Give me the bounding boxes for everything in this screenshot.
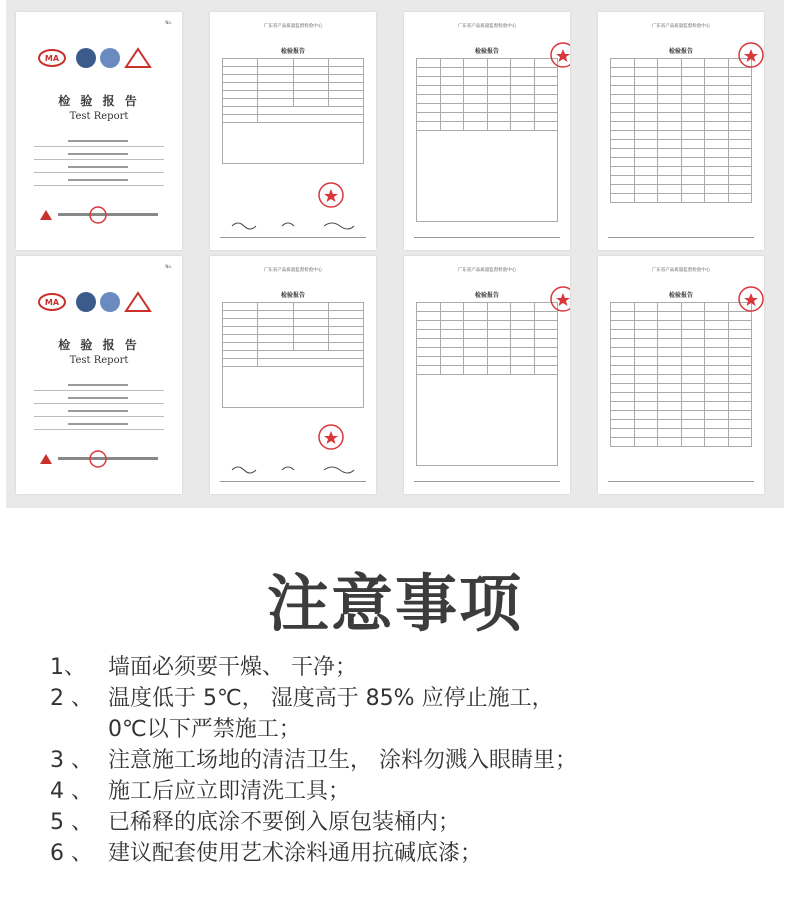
page-footer <box>220 237 366 242</box>
center-name: 广东省产品质量监督检验中心 <box>457 24 517 29</box>
red-stamp <box>550 286 570 312</box>
cover-title-en: Test Report <box>69 355 129 366</box>
info-table <box>222 302 364 408</box>
report-results-page <box>404 256 570 494</box>
cover-title-cn: 检 验 报 告 <box>58 94 140 108</box>
note-item <box>50 807 770 838</box>
info-table <box>222 58 364 164</box>
notes-list <box>50 652 770 869</box>
page-footer <box>608 237 754 242</box>
certification-logos <box>38 46 162 70</box>
doc-title: 检验报告 <box>280 292 305 299</box>
red-stamp <box>738 286 764 312</box>
report-cover-page <box>16 256 182 494</box>
results-table <box>416 58 558 222</box>
note-text: 注意施工场地的清洁卫生， 涂料勿溅入眼睛里； <box>108 748 577 773</box>
report-results-page <box>598 12 764 250</box>
center-name: 广东省产品质量监督检验中心 <box>651 268 711 273</box>
center-name: 广东省产品质量监督检验中心 <box>263 268 323 273</box>
report-info-page <box>210 12 376 250</box>
page-footer <box>608 481 754 486</box>
page-footer <box>414 237 560 242</box>
center-seal-footer <box>36 450 166 468</box>
test-report-gallery <box>6 0 784 508</box>
report-number: No. <box>165 20 172 25</box>
note-number: 2 、 <box>50 686 93 711</box>
note-item <box>50 683 770 714</box>
report-info-page <box>210 256 376 494</box>
certification-logos <box>38 290 162 314</box>
doc-title: 检验报告 <box>668 48 693 55</box>
cover-title-en: Test Report <box>69 111 129 122</box>
doc-title: 检验报告 <box>280 48 305 55</box>
note-item <box>50 776 770 807</box>
note-item <box>50 745 770 776</box>
note-item-continuation <box>50 714 770 745</box>
report-results-page <box>598 256 764 494</box>
note-text: 建议配套使用艺术涂料通用抗碱底漆； <box>108 841 483 866</box>
note-number: 4 、 <box>50 779 93 804</box>
report-cover-page <box>16 12 182 250</box>
report-results-page <box>404 12 570 250</box>
note-text: 已稀释的底涂不要倒入原包装桶内； <box>108 810 461 835</box>
note-text: 温度低于 5℃， 湿度高于 85% 应停止施工， <box>108 686 554 711</box>
note-item <box>50 838 770 869</box>
page-footer <box>414 481 560 486</box>
signature-row <box>226 220 360 230</box>
red-stamp <box>550 42 570 68</box>
note-item <box>50 652 770 683</box>
note-text: 施工后应立即清洗工具； <box>108 779 351 804</box>
note-text: 墙面必须要干燥、 干净； <box>108 655 357 680</box>
cover-info-lines <box>34 137 164 189</box>
results-table <box>416 302 558 466</box>
doc-title: 检验报告 <box>474 48 499 55</box>
note-text: 0℃以下严禁施工； <box>108 717 301 742</box>
note-number: 5 、 <box>50 810 93 835</box>
cover-info-lines <box>34 381 164 433</box>
page-footer <box>220 481 366 486</box>
svg-text:MA: MA <box>44 54 60 63</box>
doc-title: 检验报告 <box>668 292 693 299</box>
note-number: 1、 <box>50 655 86 680</box>
red-stamp <box>738 42 764 68</box>
note-number: 6 、 <box>50 841 93 866</box>
center-name: 广东省产品质量监督检验中心 <box>457 268 517 273</box>
cover-title-cn: 检 验 报 告 <box>58 338 140 352</box>
red-stamp <box>318 424 344 450</box>
doc-title: 检验报告 <box>474 292 499 299</box>
center-seal-footer <box>36 206 166 224</box>
report-number: No. <box>165 264 172 269</box>
center-name: 广东省产品质量监督检验中心 <box>263 24 323 29</box>
results-table <box>610 302 752 447</box>
center-name: 广东省产品质量监督检验中心 <box>651 24 711 29</box>
signature-row <box>226 464 360 474</box>
svg-text:MA: MA <box>44 298 60 307</box>
results-table <box>610 58 752 203</box>
note-number: 3 、 <box>50 748 93 773</box>
red-stamp <box>318 182 344 208</box>
notes-heading: 注意事项 <box>266 567 523 640</box>
